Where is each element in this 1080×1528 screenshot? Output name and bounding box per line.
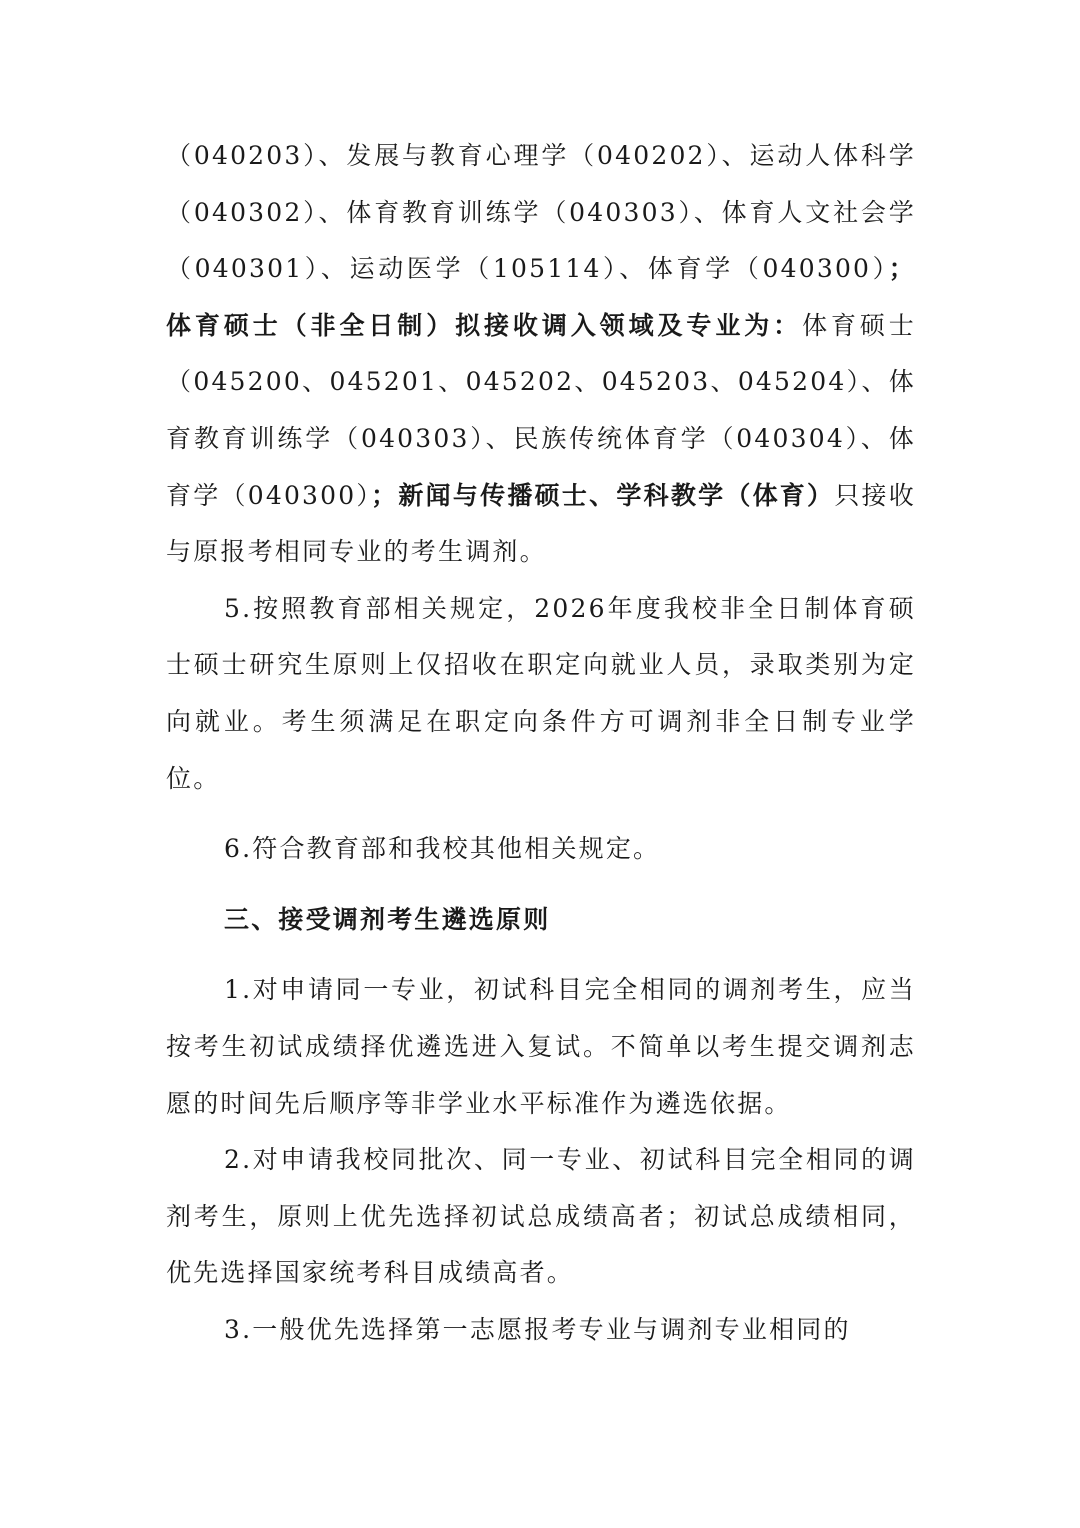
paragraph-rule-3: 3.一般优先选择第一志愿报考专业与调剂专业相同的 — [224, 1314, 851, 1344]
bold-text: ；体育硕士（非全日制）拟接收调入领域及专业为： — [166, 254, 916, 340]
paragraph-text: （040203）、发展与教育心理学（040202）、运动人体科学（040302）、体育教育训练学（040303）、体育人文社会学（040301）、运动医学（105114）、体育学（040300） — [166, 141, 916, 284]
paragraph-text: 体育硕士（045200、045201、045202、045203、045204）、体育教育训练学（040303）、民族传统体育学（040304）、体育学（040300） — [166, 310, 916, 510]
paragraph-rule-1: 1.对申请同一专业，初试科目完全相同的调剂考生，应当按考生初试成绩择优遴选进入复试。不简单以考生提交调剂志愿的时间先后顺序等非学业水平标准作为遴选依据。 — [166, 975, 916, 1118]
paragraph-text: 只接收与原报考相同专业的考生调剂。 — [166, 480, 917, 567]
document-body — [166, 128, 916, 1358]
bold-text: ；新闻与传播硕士、学科教学（体育） — [371, 480, 835, 510]
paragraph-item-6: 6.符合教育部和我校其他相关规定。 — [224, 834, 661, 864]
paragraph-majors-list — [166, 128, 916, 581]
section-heading: 三、接受调剂考生遴选原则 — [224, 904, 551, 934]
paragraph-item-5: 5.按照教育部相关规定，2026年度我校非全日制体育硕士硕士研究生原则上仅招收在职定向就业人员，录取类别为定向就业。考生须满足在职定向条件方可调剂非全日制专业学位。 — [166, 593, 916, 793]
paragraph-rule-2: 2.对申请我校同批次、同一专业、初试科目完全相同的调剂考生，原则上优先选择初试总成绩高者；初试总成绩相同，优先选择国家统考科目成绩高者。 — [166, 1145, 916, 1288]
